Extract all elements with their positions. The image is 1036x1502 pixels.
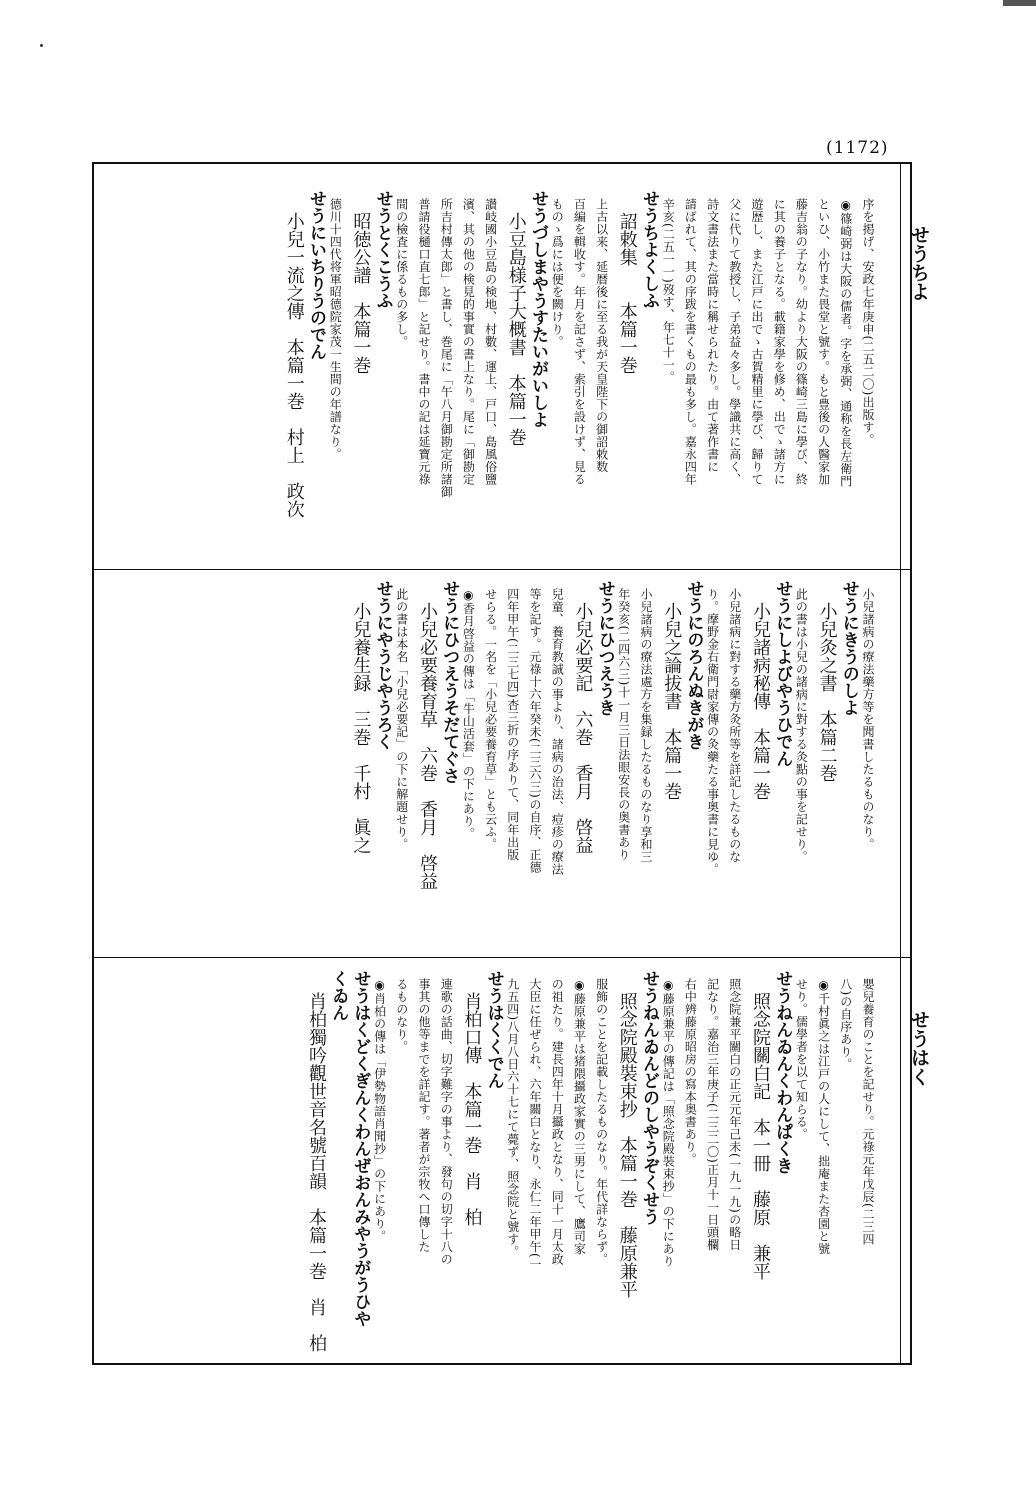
bottom-text-line: 記なり。嘉治三年庚子(二三二〇)正月十一日頭欄 — [705, 978, 720, 1251]
section-divider-1 — [94, 569, 910, 570]
bottom-text-line: せり。儒學者を以て知らる。 — [794, 978, 809, 1141]
bottom-text-line: 九五四)八月八日六十七にて薨ず、照念院と號す。 — [505, 978, 520, 1259]
middle-text-line: 小兒諸病の療法處方を集録したるものなり享和三 — [639, 588, 653, 863]
bottom-headword: せうねんゐんどのしやうぞくせう — [639, 970, 659, 1225]
middle-text-line: 等を記す。元祿十六年癸未(二三六三)の自序、正德 — [528, 588, 542, 874]
header-top: せうちよ — [908, 225, 930, 301]
top-title-line: 小豆島様子大概書 本篇一巻 — [505, 212, 527, 446]
bottom-headword: せうねんゐんくわんぱくき — [772, 970, 793, 1174]
top-text-line: ◉篠崎弼は大阪の儒者。字を承弼、通称を長左衛門 — [838, 198, 853, 488]
bottom-text-line: ◉藤原兼平の傳記は「照念院殿裝束抄」の下にあり — [661, 978, 676, 1268]
bottom-text-line: ◉肖柏の傳は「伊勢物語肖聞抄」の下にあり。 — [372, 978, 387, 1243]
middle-title-line: 小兒養生録 三巻 千村 眞之 — [350, 602, 372, 854]
bottom-title-line: 肖柏口傳 本篇一巻 肖 柏 — [461, 992, 483, 1226]
top-text-line: 父に代りて教授し、子弟益々多し。學識共に高く、 — [727, 198, 742, 486]
corner-marker — [1003, 0, 1036, 6]
top-headword: せうづしまやうすたいがいしよ — [528, 190, 548, 428]
middle-text-line: ◉香月啓益の傳は「牛山活套」の下にあり。 — [461, 588, 476, 840]
top-title-line: 詔敕集 本篇一巻 — [616, 212, 638, 374]
top-text-line: 上古以来、延暦後に至る我が天皇陛下の御詔敕数 — [594, 198, 609, 473]
bottom-text-line: の祖たり。建長四年十月攝政となり、同十一月太政 — [550, 978, 565, 1266]
bottom-headword: せうはくくでん — [483, 970, 504, 1089]
bottom-headword: せうはくどくぎんくわんぜおんみやうがうひや — [350, 970, 371, 1327]
middle-text-line: 此の書は小兒の諸病に對する灸點の事を記せり。 — [794, 588, 809, 863]
middle-headword: せうにきうのしよ — [838, 580, 859, 716]
middle-headword: せうにやうじやうろく — [372, 580, 393, 750]
top-text-line: 間の檢査に係るもの多し。 — [394, 198, 409, 348]
bottom-headword: くゐん — [328, 970, 349, 1021]
middle-headword: せうにのろんぬきがき — [683, 580, 704, 750]
top-headword: せうちよくしふ — [639, 190, 659, 309]
middle-title-line: 小兒必要養育草 六巻 香月 啓益 — [417, 602, 438, 890]
bottom-text-line: 服飾のことを記載したるものなり。年代詳ならず。 — [594, 978, 609, 1266]
middle-text-line: 小兒諸病に對する藥方灸所等を詳記したるものな — [727, 588, 742, 863]
speck-mark — [40, 44, 43, 47]
middle-text-line: り。摩野金右衛門尉家傳の灸藥たる事奥書に見ゆ。 — [705, 588, 720, 876]
top-text-line: 藤吉翁の子なり。幼より大阪の篠崎三島に學び、終 — [794, 198, 809, 486]
bottom-text-line: 嬰兒養育のことを記せり。元祿元年戊辰(二三四 — [861, 978, 875, 1246]
middle-text-line: 四年甲午(二三七四)杏三折の序ありて、同年出版 — [505, 588, 520, 861]
top-headword: せうとくこうふ — [372, 190, 393, 309]
top-text-line: 德川十四代将軍昭德院家茂一生間の年譜なり。 — [328, 198, 343, 461]
middle-headword: せうにひつえうそだてぐさ — [439, 580, 460, 784]
bottom-text-line: るものなり。 — [394, 978, 409, 1053]
top-text-line: 濱、其の他の検見的事實の書上なり。尾に「御勘定 — [461, 198, 476, 486]
middle-headword: せうにしよびやうひでん — [772, 580, 793, 767]
middle-headword: せうにひつえうき — [594, 580, 615, 716]
bottom-text-line: 照念院兼平關白の正元元年己未(一九一九)の略日 — [727, 978, 742, 1251]
page-number: (1172) — [826, 138, 889, 158]
bottom-title-line: 照念院殿裝束抄 本篇一巻 藤原兼平 — [616, 992, 638, 1298]
middle-text-line: 此の書は本名「小兒必要記」の下に解題せり。 — [394, 588, 409, 851]
middle-text-line: 兒童、養育教誠の事より、諸病の治法、痘疹の療法 — [550, 588, 565, 876]
top-text-line: 序を掲げ、安政七年庚申(二五二〇)出版す。 — [861, 198, 875, 446]
header-rule — [900, 164, 901, 1364]
top-text-line: 遊歴し、また江戸に出でゝ古賀精里に學び、歸りて — [750, 198, 764, 486]
top-text-line: ものゝ爲には便を闕けり。 — [550, 198, 565, 348]
middle-text-line: せらる。一名を「小兒必要養育草」とも云ふ。 — [483, 588, 498, 851]
top-title-line: 小兒一流之傳 本篇一巻 村上 政次 — [283, 212, 305, 518]
bottom-text-line: 連歌の話曲、切字難字の事より、發句の切字十八の — [439, 978, 454, 1266]
middle-text-line: 年癸亥(二四六三)十一月三日法眼安長の奥書あり — [616, 588, 631, 861]
bottom-text-line: ◉藤原兼平は猪隈攝政家實の三男にして、鷹司家 — [572, 978, 587, 1255]
middle-text-line: 小兒諸病の療法藥方等を聞書したるものなり。 — [861, 588, 875, 851]
top-text-line: 百編を輯收す。年月を記さず、索引を設けず、見る — [572, 198, 587, 486]
top-text-line: 所吉村傳太郎」と書し、巻尾に「午八月御勘定所諸御 — [439, 198, 454, 498]
bottom-text-line: 右中辨藤原昭房の寫本奥書あり。 — [683, 978, 698, 1166]
bottom-title-line: 肖柏獨吟觀世音名號百韻 本篇一巻 肖 柏 — [306, 992, 327, 1352]
top-headword: せうにいちりうのでん — [306, 190, 326, 360]
bottom-text-line: 八)の自序あり。 — [838, 978, 853, 1071]
top-text-line: に其の養子となる。載籍家學を修め、出でゝ諸方に — [772, 198, 787, 486]
middle-title-line: 小兒灸之書 本篇二巻 — [816, 602, 838, 782]
bottom-text-line: ◉千村眞之は江戸の人にして、拙庵また杏園と號 — [816, 978, 831, 1255]
top-text-line: 普請役樋口直七郎」と記せり。書中の記は延寶元祿 — [417, 198, 431, 486]
top-title-line: 昭徳公譜 本篇一巻 — [350, 212, 372, 374]
top-text-line: 讃岐國小豆島の検地、村數、運上、戸口、島風俗鹽 — [483, 198, 498, 486]
top-text-line: 請ばれて、其の序跋を書くもの最も多し。嘉永四年 — [683, 198, 698, 486]
header-bottom: せうはく — [908, 1010, 930, 1086]
top-text-line: 詩文書法また當時に稱せられたり。由て著作書に — [705, 198, 720, 473]
top-text-line: といひ、小竹また畏堂と號す。もと豊後の人醫家加 — [816, 198, 831, 486]
top-text-line: 辛亥(二五一一)歿す、年七十一。 — [661, 198, 676, 384]
middle-title-line: 小兒必要記 六巻 香月 啓益 — [572, 602, 594, 854]
bottom-text-line: 事其の他等までを詳記す。著者が宗牧へ口傳した — [417, 978, 431, 1253]
bottom-text-line: 大臣に任ぜられ、六年關白となり、永仁二年甲午(一 — [528, 978, 542, 1271]
middle-title-line: 小兒之論拔書 本篇一巻 — [661, 602, 683, 800]
middle-title-line: 小兒諸病秘傳 本篇一巻 — [750, 602, 771, 800]
bottom-title-line: 照念院關白記 本一冊 藤原 兼平 — [750, 992, 771, 1280]
